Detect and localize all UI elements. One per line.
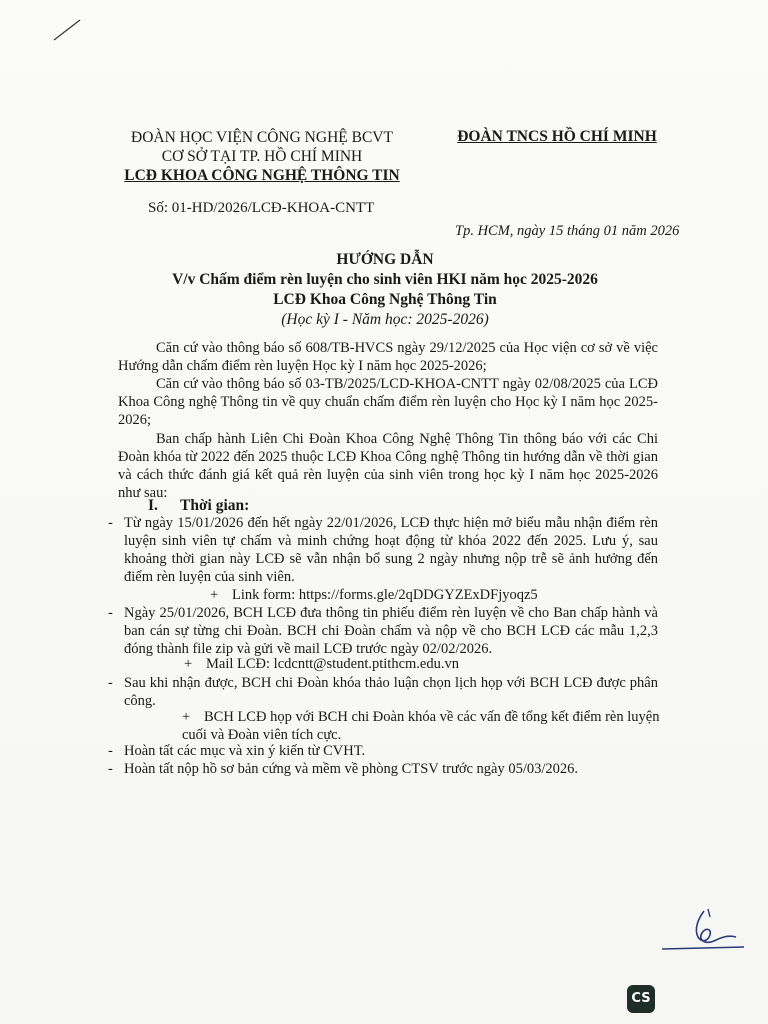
pen-mark-icon (52, 18, 82, 42)
signature-mark (658, 905, 748, 955)
paragraph-2-text: Căn cứ vào thông báo số 03-TB/2025/LCD-KHOA-CNTT ngày 02/08/2025 của LCĐ Khoa Công nghệ Thông tin về quy chuẩn chấm điểm rèn luyện cho Học kỳ I năm học 2025-2026; (118, 376, 658, 428)
bullet-dash: - (108, 761, 113, 777)
document-title-block (100, 250, 670, 330)
section-1-title: Thời gian: (180, 497, 250, 514)
sub-list-item (182, 708, 660, 744)
paragraph-3 (118, 430, 658, 502)
list-item-text: Ngày 25/01/2026, BCH LCĐ đưa thông tin phiếu điểm rèn luyện về cho Ban chấp hành và ban cán sự từng chi Đoàn. BCH chi Đoàn chấm và nộp về cho BCH LCĐ các mẫu 1,2,3 đóng thành file zip và gửi về mail LCĐ trước ngày 02/02/2026. (124, 605, 658, 657)
paragraph-1 (118, 339, 658, 375)
list-item-text: Sau khi nhận được, BCH chi Đoàn khóa thảo luận chọn lịch họp với BCH LCĐ được phân công. (124, 675, 658, 709)
section-1-numeral: I. (148, 497, 158, 514)
header-org-line1: ĐOÀN HỌC VIỆN CÔNG NGHỆ BCVT (131, 129, 393, 146)
document-subject: V/v Chấm điểm rèn luyện cho sinh viên HKI năm học 2025-2026 (172, 271, 598, 288)
mail-link[interactable]: Mail LCĐ: lcdcntt@student.ptithcm.edu.vn (206, 656, 459, 672)
bullet-plus: + (182, 709, 191, 725)
paragraph-3-text: Ban chấp hành Liên Chi Đoàn Khoa Công Nghệ Thông Tin thông báo với các Chi Đoàn khóa từ 2022 đến 2025 thuộc LCĐ Khoa Công nghệ Thông tin hướng dẫn về thời gian và cách thức đánh giá kết quả rèn luyện của sinh viên trong học kỳ I năm học 2025-2026 như sau: (118, 431, 658, 501)
sub-list-item (210, 586, 538, 604)
list-item (108, 604, 658, 658)
list-item (108, 760, 658, 778)
list-item-text: Hoàn tất nộp hồ sơ bản cứng và mềm về phòng CTSV trước ngày 05/03/2026. (124, 761, 579, 777)
form-link[interactable]: Link form: https://forms.gle/2qDDGYZExDFjyoqz5 (232, 587, 538, 603)
bullet-plus: + (184, 656, 193, 672)
bullet-dash: - (108, 743, 113, 759)
list-item (108, 514, 658, 586)
section-1-heading (148, 497, 249, 515)
list-item-text: Từ ngày 15/01/2026 đến hết ngày 22/01/2026, LCĐ thực hiện mở biểu mẫu nhận điểm rèn luyện sinh viên tự chấm và minh chứng hoạt động từ khóa 2022 đến 2025. Lưu ý, sau khoảng thời gian này LCĐ sẽ vẫn nhận bổ sung 2 ngày nhưng nộp trễ sẽ ảnh hưởng đến điểm rèn luyện của sinh viên. (124, 515, 658, 585)
document-number: Số: 01-HD/2026/LCĐ-KHOA-CNTT (148, 200, 375, 216)
bullet-plus: + (210, 587, 219, 603)
scanner-app-badge: CS (627, 985, 655, 1013)
header-org-line3: LCĐ KHOA CÔNG NGHỆ THÔNG TIN (124, 167, 400, 184)
sub-list-item (184, 655, 459, 673)
header-organization (112, 128, 412, 185)
list-item (108, 674, 658, 710)
document-title: HƯỚNG DẪN (336, 251, 434, 268)
header-union-name: ĐOÀN TNCS HỒ CHÍ MINH (457, 128, 657, 145)
sub-list-item-text: BCH LCĐ họp với BCH chi Đoàn khóa về các vấn đề tổng kết điểm rèn luyện cuối và Đoàn viên tích cực. (182, 709, 660, 743)
list-item-text: Hoàn tất các mục và xin ý kiến từ CVHT. (124, 743, 366, 759)
bullet-dash: - (108, 675, 113, 691)
document-date: Tp. HCM, ngày 15 tháng 01 năm 2026 (455, 223, 680, 239)
document-unit: LCĐ Khoa Công Nghệ Thông Tin (273, 291, 497, 308)
header-org-line2: CƠ SỞ TẠI TP. HỒ CHÍ MINH (161, 148, 363, 165)
list-item (108, 742, 658, 760)
paragraph-1-text: Căn cứ vào thông báo số 608/TB-HVCS ngày 29/12/2025 của Học viện cơ sở về việc Hướng dẫn chấm điểm rèn luyện Học kỳ I năm học 2025-2026; (118, 340, 658, 374)
bullet-dash: - (108, 515, 113, 531)
paragraph-2 (118, 375, 658, 429)
document-term: (Học kỳ I - Năm học: 2025-2026) (281, 311, 489, 328)
bullet-dash: - (108, 605, 113, 621)
